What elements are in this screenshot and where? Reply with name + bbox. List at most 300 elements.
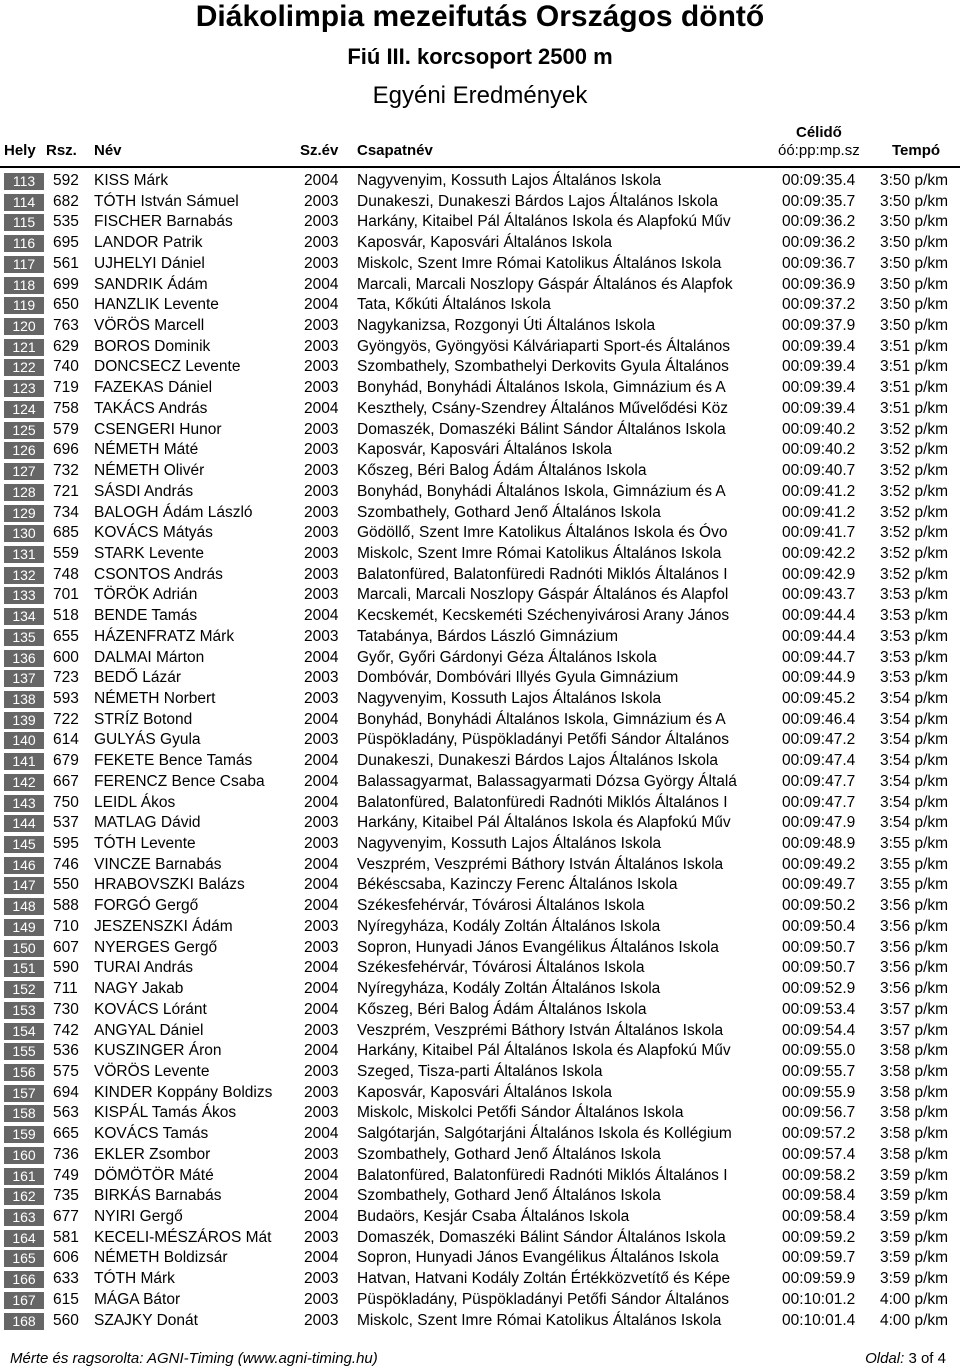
team-name: Kőszeg, Béri Balog Ádám Általános Iskola: [357, 462, 647, 480]
athlete-name: KOVÁCS Mátyás: [94, 524, 213, 542]
place-badge: 128: [4, 484, 44, 501]
pace: 3:57 p/km: [880, 1021, 949, 1039]
athlete-name: NYERGES Gergő: [94, 938, 218, 956]
place-badge: 134: [4, 608, 44, 625]
team-name: Gyöngyös, Gyöngyösi Kálváriaparti Sport-és Általános: [357, 337, 731, 355]
birth-year: 2004: [304, 607, 339, 625]
col-header-csapat: Csapatnév: [357, 142, 433, 159]
finish-time: 00:09:37.9: [782, 317, 856, 335]
athlete-name: BEDŐ Lázár: [94, 669, 182, 687]
place-badge: 165: [4, 1250, 44, 1267]
athlete-name: KISS Márk: [94, 172, 169, 189]
birth-year: 2003: [304, 814, 339, 832]
athlete-name: FEKETE Bence Tamás: [94, 752, 253, 770]
team-name: Szeged, Tisza-parti Általános Iskola: [357, 1062, 603, 1080]
place-badge: 133: [4, 587, 44, 604]
birth-year: 2004: [304, 855, 339, 873]
results-subtitle: Egyéni Eredmények: [372, 82, 588, 109]
team-name: Dunakeszi, Dunakeszi Bárdos Lajos Általános Iskola: [357, 192, 718, 210]
table-row: [0, 627, 960, 648]
birth-year: 2003: [304, 482, 339, 500]
birth-year: 2004: [304, 897, 339, 915]
place-badge: 132: [4, 567, 44, 584]
table-row: [0, 917, 960, 938]
table-row: [0, 1207, 960, 1228]
finish-time: 00:09:42.9: [782, 565, 856, 583]
bib-number: 629: [53, 337, 79, 355]
finish-time: 00:09:36.2: [782, 213, 856, 231]
team-name: Nyíregyháza, Kodály Zoltán Általános Iskola: [357, 980, 661, 998]
birth-year: 2004: [304, 275, 339, 293]
finish-time: 00:09:50.7: [782, 959, 856, 977]
bib-number: 719: [53, 379, 79, 397]
table-row: [0, 254, 960, 275]
bib-number: 696: [53, 441, 79, 459]
pace: 3:51 p/km: [880, 379, 949, 397]
athlete-name: TAKÁCS András: [94, 399, 208, 417]
finish-time: 00:09:49.2: [782, 855, 856, 873]
pace: 3:55 p/km: [880, 835, 949, 853]
athlete-name: KOVÁCS Tamás: [94, 1125, 209, 1143]
place-badge: 167: [4, 1292, 44, 1309]
finish-time: 00:09:53.4: [782, 1000, 856, 1018]
athlete-name: MÁGA Bátor: [94, 1290, 181, 1308]
team-name: Balassagyarmat, Balassagyarmati Dózsa György Általá: [357, 772, 737, 790]
athlete-name: DALMAI Márton: [94, 648, 205, 666]
athlete-name: TÓTH Márk: [94, 1270, 175, 1288]
place-badge: 168: [4, 1313, 44, 1330]
finish-time: 00:09:37.2: [782, 296, 856, 314]
birth-year: 2003: [304, 379, 339, 397]
pace: 3:58 p/km: [880, 1083, 949, 1101]
pace: 3:52 p/km: [880, 503, 949, 521]
team-name: Veszprém, Veszprémi Báthory István Általános Iskola: [357, 1021, 724, 1039]
birth-year: 2003: [304, 1145, 339, 1163]
finish-time: 00:09:59.7: [782, 1249, 856, 1267]
bib-number: 758: [53, 399, 79, 417]
athlete-name: BOROS Dominik: [94, 337, 211, 355]
birth-year: 2004: [304, 1166, 339, 1184]
athlete-name: HANZLIK Levente: [94, 296, 219, 314]
athlete-name: DÖMÖTÖR Máté: [94, 1166, 214, 1184]
place-badge: 156: [4, 1064, 44, 1081]
place-badge: 120: [4, 318, 44, 335]
finish-time: 00:09:47.7: [782, 793, 856, 811]
col-header-tempo: Tempó: [892, 142, 941, 159]
birth-year: 2003: [304, 627, 339, 645]
page-title: Diákolimpia mezeifutás Országos döntő: [195, 0, 765, 33]
pace: 3:54 p/km: [880, 793, 949, 811]
page-of: of: [920, 1350, 934, 1367]
place-badge: 121: [4, 339, 44, 356]
athlete-name: VÖRÖS Marcell: [94, 317, 205, 335]
bib-number: 560: [53, 1311, 79, 1329]
team-name: Dunakeszi, Dunakeszi Bárdos Lajos Általános Iskola: [357, 752, 718, 770]
team-name: Sopron, Hunyadi János Evangélikus Általános Iskola: [357, 938, 719, 956]
finish-time: 00:09:58.4: [782, 1208, 856, 1225]
bib-number: 575: [53, 1062, 79, 1080]
birth-year: 2003: [304, 420, 339, 438]
pace: 3:54 p/km: [880, 752, 949, 770]
team-name: Balatonfüred, Balatonfüredi Radnóti Miklós Általános I: [357, 1166, 728, 1184]
pace: 3:59 p/km: [880, 1187, 949, 1205]
pace: 3:53 p/km: [880, 627, 949, 645]
athlete-name: SANDRIK Ádám: [94, 275, 208, 293]
bib-number: 735: [53, 1187, 79, 1205]
place-badge: 130: [4, 525, 44, 542]
bib-number: 722: [53, 710, 79, 728]
finish-time: 00:09:45.2: [782, 690, 856, 707]
bib-number: 748: [53, 565, 79, 583]
place-badge: 135: [4, 629, 44, 646]
pace: 3:54 p/km: [880, 690, 949, 707]
bib-number: 736: [53, 1145, 79, 1163]
place-badge: 160: [4, 1147, 44, 1164]
birth-year: 2003: [304, 835, 339, 853]
birth-year: 2003: [304, 234, 339, 252]
pace: 4:00 p/km: [880, 1311, 949, 1329]
birth-year: 2004: [304, 959, 339, 977]
pace: 3:50 p/km: [880, 317, 949, 335]
pace: 3:52 p/km: [880, 420, 949, 438]
pace: 3:59 p/km: [880, 1270, 949, 1288]
bib-number: 561: [53, 254, 79, 272]
athlete-name: FORGÓ Gergő: [94, 897, 199, 915]
bib-number: 595: [53, 835, 79, 853]
pace: 3:56 p/km: [880, 897, 949, 915]
finish-time: 00:09:50.7: [782, 938, 856, 956]
birth-year: 2003: [304, 1290, 339, 1308]
place-badge: 163: [4, 1209, 44, 1226]
table-row: [0, 751, 960, 772]
athlete-name: UJHELYI Dániel: [94, 254, 205, 272]
bib-number: 763: [53, 317, 79, 335]
place-badge: 145: [4, 836, 44, 853]
team-name: Harkány, Kitaibel Pál Általános Iskola és Alapfokú Műv: [357, 1042, 731, 1060]
event-category: Fiú III. korcsoport 2500 m: [347, 44, 613, 69]
pace: 3:50 p/km: [880, 296, 949, 314]
birth-year: 2003: [304, 938, 339, 956]
bib-number: 615: [53, 1290, 79, 1308]
team-name: Sopron, Hunyadi János Evangélikus Általános Iskola: [357, 1249, 719, 1267]
place-badge: 119: [4, 297, 44, 314]
pace: 3:54 p/km: [880, 814, 949, 832]
place-badge: 164: [4, 1230, 44, 1247]
finish-time: 00:09:46.4: [782, 710, 856, 728]
table-row: [0, 1124, 960, 1145]
place-badge: 161: [4, 1168, 44, 1185]
bib-number: 665: [53, 1125, 79, 1143]
table-row: [0, 1103, 960, 1124]
page-label: Oldal:: [865, 1350, 905, 1367]
athlete-name: KOVÁCS Lóránt: [94, 1000, 207, 1018]
place-badge: 118: [4, 277, 44, 294]
birth-year: 2004: [304, 1125, 339, 1143]
finish-time: 00:09:36.9: [782, 275, 856, 293]
table-row: [0, 710, 960, 731]
team-name: Bonyhád, Bonyhádi Általános Iskola, Gimnázium és A: [357, 710, 726, 728]
bib-number: 677: [53, 1208, 79, 1225]
finish-time: 00:09:39.4: [782, 358, 856, 376]
pace: 3:55 p/km: [880, 855, 949, 873]
page-indicator: [865, 1350, 946, 1367]
bib-number: 606: [53, 1249, 79, 1267]
finish-time: 00:10:01.2: [782, 1290, 856, 1308]
bib-number: 711: [53, 980, 78, 998]
table-row: [0, 357, 960, 378]
bib-number: 740: [53, 358, 79, 376]
table-row: [0, 1145, 960, 1166]
pace: 3:54 p/km: [880, 731, 949, 749]
team-name: Gödöllő, Szent Imre Katolikus Általános Iskola és Óvo: [357, 524, 728, 542]
team-name: Marcali, Marcali Noszlopy Gáspár Általános és Alapfok: [357, 275, 733, 293]
athlete-name: VINCZE Barnabás: [94, 855, 222, 873]
place-badge: 143: [4, 795, 44, 812]
table-row: [0, 1041, 960, 1062]
table-row: [0, 275, 960, 296]
bib-number: 742: [53, 1021, 79, 1039]
bib-number: 535: [53, 213, 79, 231]
athlete-name: STARK Levente: [94, 544, 204, 562]
bib-number: 633: [53, 1270, 79, 1288]
table-row: [0, 565, 960, 586]
col-header-hely: Hely: [4, 142, 36, 159]
table-row: [0, 834, 960, 855]
table-row: [0, 855, 960, 876]
birth-year: 2003: [304, 1062, 339, 1080]
place-badge: 139: [4, 712, 44, 729]
athlete-name: FAZEKAS Dániel: [94, 379, 213, 397]
birth-year: 2003: [304, 544, 339, 562]
place-badge: 151: [4, 960, 44, 977]
birth-year: 2003: [304, 690, 339, 707]
pace: 3:51 p/km: [880, 337, 949, 355]
birth-year: 2003: [304, 586, 339, 604]
birth-year: 2004: [304, 296, 339, 314]
bib-number: 537: [53, 814, 79, 832]
pace: 3:53 p/km: [880, 669, 949, 687]
athlete-name: NÉMETH Norbert: [94, 690, 216, 707]
birth-year: 2004: [304, 876, 339, 894]
pace: 3:50 p/km: [880, 234, 949, 252]
team-name: Miskolc, Miskolci Petőfi Sándor Általános Iskola: [357, 1104, 684, 1122]
finish-time: 00:09:44.7: [782, 648, 856, 666]
team-name: Szombathely, Gothard Jenő Általános Iskola: [357, 1145, 661, 1163]
athlete-name: CSONTOS András: [94, 565, 223, 583]
pace: 3:58 p/km: [880, 1042, 949, 1060]
bib-number: 559: [53, 544, 79, 562]
finish-time: 00:09:57.4: [782, 1145, 856, 1163]
athlete-name: MATLAG Dávid: [94, 814, 201, 832]
place-badge: 146: [4, 857, 44, 874]
col-header-szev: Sz.év: [300, 142, 339, 159]
place-badge: 129: [4, 505, 44, 522]
birth-year: 2003: [304, 524, 339, 542]
finish-time: 00:09:58.2: [782, 1166, 856, 1184]
athlete-name: HRABOVSZKI Balázs: [94, 876, 245, 894]
athlete-name: EKLER Zsombor: [94, 1145, 211, 1163]
place-badge: 150: [4, 940, 44, 957]
bib-number: 695: [53, 234, 79, 252]
pace: 3:53 p/km: [880, 648, 949, 666]
bib-number: 730: [53, 1000, 79, 1018]
table-row: [0, 1290, 960, 1311]
table-row: [0, 1311, 960, 1332]
place-badge: 158: [4, 1105, 44, 1122]
finish-time: 00:09:41.2: [782, 482, 856, 500]
athlete-name: KISPÁL Tamás Ákos: [94, 1104, 237, 1122]
place-badge: 155: [4, 1043, 44, 1060]
bib-number: 588: [53, 897, 79, 915]
table-row: [0, 730, 960, 751]
athlete-name: STRÍZ Botond: [94, 710, 193, 728]
birth-year: 2003: [304, 669, 339, 687]
team-name: Balatonfüred, Balatonfüredi Radnóti Miklós Általános I: [357, 565, 728, 583]
table-row: [0, 461, 960, 482]
athlete-name: TÓTH Levente: [94, 835, 196, 853]
team-name: Miskolc, Szent Imre Római Katolikus Általános Iskola: [357, 1311, 722, 1329]
place-badge: 149: [4, 919, 44, 936]
place-badge: 126: [4, 442, 44, 459]
finish-time: 00:09:41.2: [782, 503, 856, 521]
pace: 3:53 p/km: [880, 607, 949, 625]
place-badge: 138: [4, 691, 44, 708]
pace: 3:52 p/km: [880, 441, 949, 459]
finish-time: 00:09:59.2: [782, 1228, 856, 1246]
table-row: [0, 192, 960, 213]
team-name: Szombathely, Szombathelyi Derkovits Gyula Általános: [357, 358, 729, 376]
athlete-name: KINDER Koppány Boldizs: [94, 1083, 273, 1101]
bib-number: 679: [53, 752, 79, 770]
place-badge: 116: [4, 235, 44, 252]
pace: 3:50 p/km: [880, 192, 949, 210]
finish-time: 00:09:56.7: [782, 1104, 856, 1122]
finish-time: 00:09:40.7: [782, 462, 856, 480]
table-row: [0, 875, 960, 896]
athlete-name: TÖRÖK Adrián: [94, 586, 198, 604]
page-total: 4: [937, 1350, 946, 1367]
bib-number: 685: [53, 524, 79, 542]
bib-number: 600: [53, 648, 79, 666]
pace: 3:52 p/km: [880, 544, 949, 562]
birth-year: 2003: [304, 441, 339, 459]
pace: 3:57 p/km: [880, 1000, 949, 1018]
finish-time: 00:09:35.7: [782, 192, 856, 210]
team-name: Békéscsaba, Kazinczy Ferenc Általános Iskola: [357, 876, 678, 894]
bib-number: 655: [53, 627, 79, 645]
team-name: Székesfehérvár, Tóvárosi Általános Iskola: [357, 959, 645, 977]
birth-year: 2004: [304, 772, 339, 790]
table-row: [0, 399, 960, 420]
athlete-name: LANDOR Patrik: [94, 234, 203, 252]
finish-time: 00:09:41.7: [782, 524, 856, 542]
team-name: Kaposvár, Kaposvári Általános Iskola: [357, 441, 613, 459]
birth-year: 2003: [304, 1311, 339, 1329]
finish-time: 00:09:50.4: [782, 917, 856, 935]
table-row: [0, 668, 960, 689]
pace: 3:59 p/km: [880, 1249, 949, 1267]
bib-number: 710: [53, 917, 79, 935]
bib-number: 734: [53, 503, 79, 521]
team-name: Szombathely, Gothard Jenő Általános Iskola: [357, 503, 661, 521]
table-row: [0, 1166, 960, 1187]
birth-year: 2004: [304, 793, 339, 811]
pace: 3:59 p/km: [880, 1208, 949, 1225]
finish-time: 00:09:55.7: [782, 1062, 856, 1080]
team-name: Veszprém, Veszprémi Báthory István Általános Iskola: [357, 855, 724, 873]
birth-year: 2003: [304, 317, 339, 335]
table-row: [0, 1269, 960, 1290]
table-row: [0, 979, 960, 1000]
finish-time: 00:09:55.9: [782, 1083, 856, 1101]
birth-year: 2003: [304, 917, 339, 935]
table-row: [0, 316, 960, 337]
pace: 3:50 p/km: [880, 172, 949, 189]
table-row: [0, 772, 960, 793]
place-badge: 136: [4, 650, 44, 667]
place-badge: 113: [4, 173, 44, 190]
table-row: [0, 523, 960, 544]
athlete-name: LEIDL Ákos: [94, 793, 176, 811]
bib-number: 667: [53, 772, 79, 790]
birth-year: 2004: [304, 710, 339, 728]
pace: 3:56 p/km: [880, 938, 949, 956]
finish-time: 00:09:54.4: [782, 1021, 856, 1039]
finish-time: 00:09:44.9: [782, 669, 856, 687]
bib-number: 746: [53, 855, 79, 873]
team-name: Nagyvenyim, Kossuth Lajos Általános Iskola: [357, 172, 662, 189]
athlete-name: SZAJKY Donát: [94, 1311, 198, 1329]
team-name: Budaörs, Kesjár Csaba Általános Iskola: [357, 1208, 630, 1225]
birth-year: 2004: [304, 648, 339, 666]
athlete-name: BENDE Tamás: [94, 607, 198, 625]
birth-year: 2003: [304, 1021, 339, 1039]
pace: 3:52 p/km: [880, 482, 949, 500]
pace: 3:58 p/km: [880, 1145, 949, 1163]
pace: 3:59 p/km: [880, 1166, 949, 1184]
table-row: [0, 171, 960, 192]
bib-number: 682: [53, 192, 79, 210]
birth-year: 2003: [304, 1228, 339, 1246]
birth-year: 2004: [304, 399, 339, 417]
finish-time: 00:09:55.0: [782, 1042, 856, 1060]
pace: 3:51 p/km: [880, 399, 949, 417]
place-badge: 142: [4, 774, 44, 791]
place-badge: 124: [4, 401, 44, 418]
pace: 3:54 p/km: [880, 710, 949, 728]
team-name: Domaszék, Domaszéki Bálint Sándor Általános Iskola: [357, 1228, 726, 1246]
team-name: Tatabánya, Bárdos László Gimnázium: [357, 627, 619, 645]
finish-time: 00:09:47.7: [782, 772, 856, 790]
team-name: Bonyhád, Bonyhádi Általános Iskola, Gimnázium és A: [357, 379, 726, 397]
place-badge: 141: [4, 753, 44, 770]
bib-number: 592: [53, 172, 79, 189]
birth-year: 2003: [304, 462, 339, 480]
bib-number: 614: [53, 731, 79, 749]
table-row: [0, 585, 960, 606]
athlete-name: BIRKÁS Barnabás: [94, 1187, 222, 1205]
finish-time: 00:09:59.9: [782, 1270, 856, 1288]
table-row: [0, 378, 960, 399]
pace: 3:58 p/km: [880, 1104, 949, 1122]
table-row: [0, 813, 960, 834]
place-badge: 127: [4, 463, 44, 480]
footer-credit: Mérte és ragsorolta: AGNI-Timing (www.agni-timing.hu): [10, 1350, 378, 1367]
table-row: [0, 337, 960, 358]
table-row: [0, 420, 960, 441]
birth-year: 2003: [304, 731, 339, 749]
pace: 3:52 p/km: [880, 565, 949, 583]
